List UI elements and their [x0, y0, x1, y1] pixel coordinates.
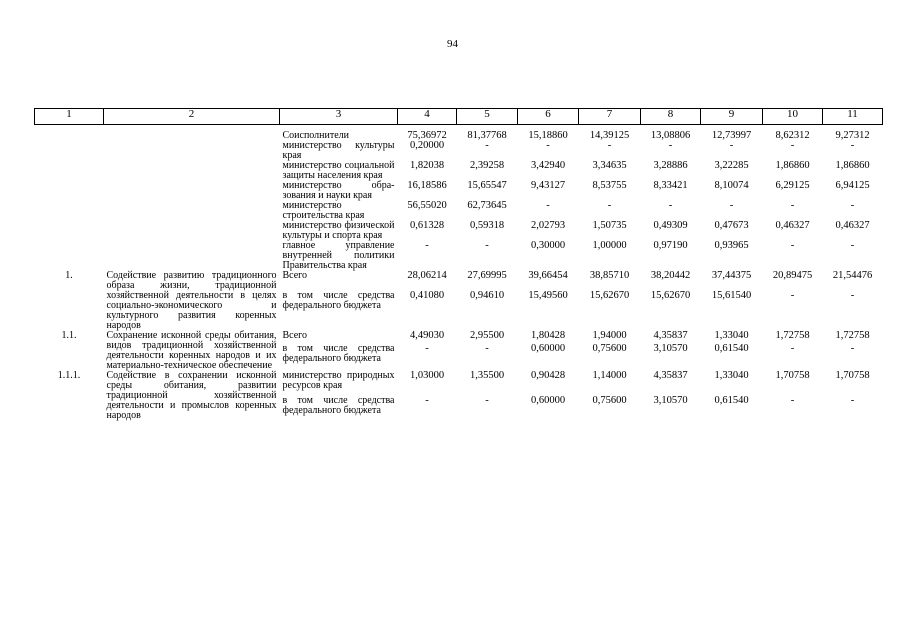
group-line-executor: в том числе средства федерального бюджета	[282, 290, 395, 311]
value-cell: 1,03000	[409, 370, 445, 381]
table-body	[35, 109, 883, 422]
row-executor: министерство культуры края	[282, 140, 395, 161]
value-cell: -	[850, 240, 855, 251]
table-row	[35, 221, 883, 241]
value-cell: -	[607, 200, 612, 211]
row-code	[35, 161, 104, 181]
value-cell: 1,14000	[592, 370, 627, 381]
value-cell: 1,94000	[592, 330, 627, 341]
row-executor: Соисполнители	[282, 130, 350, 141]
value-cell: 3,28886	[653, 160, 688, 171]
table-row	[35, 241, 883, 271]
value-cell: 1,86860	[835, 160, 870, 171]
value-cell: 15,49560	[528, 290, 568, 301]
row-name	[104, 221, 280, 241]
value-cell: 1,00000	[592, 240, 627, 251]
value-cell: 0,97190	[653, 240, 688, 251]
table-row	[35, 331, 883, 344]
row-name	[104, 125, 280, 142]
value-cell: 38,85710	[589, 270, 630, 281]
group-name: Содействие развитию традиционного образа жизни, традиционной хозяйственной деятельности в целях социально-экономического и культурного развития коренных народов	[106, 270, 277, 331]
group-line-executor: Всего	[282, 270, 308, 281]
value-cell: -	[607, 140, 612, 151]
value-cell: 8,62312	[775, 130, 810, 141]
value-cell: 0,93965	[714, 240, 749, 251]
value-cell: -	[425, 343, 429, 355]
value-cell: 0,75600	[592, 395, 627, 406]
value-cell: 0,46327	[775, 220, 810, 231]
row-executor: главное управление внутренней политики Правительства края	[282, 240, 395, 271]
value-cell: 9,27312	[835, 130, 870, 141]
value-cell: 1,33040	[714, 330, 749, 341]
row-name	[104, 161, 280, 181]
value-cell: 8,10074	[714, 180, 749, 191]
value-cell: 0,94610	[469, 290, 505, 301]
value-cell: 75,36972	[407, 130, 447, 141]
value-cell: 81,37768	[467, 130, 507, 141]
column-number: 3	[280, 109, 398, 125]
column-number: 11	[823, 109, 883, 125]
group-code: 1.1.1.	[57, 370, 81, 381]
row-name	[104, 201, 280, 221]
page-number: 94	[447, 38, 458, 50]
value-cell: -	[485, 395, 489, 406]
value-cell: 8,33421	[653, 180, 688, 191]
value-cell: 1,33040	[714, 370, 749, 381]
value-cell: 0,47673	[714, 220, 749, 231]
value-cell: 0,41080	[409, 290, 445, 301]
value-cell: 15,18860	[528, 130, 568, 141]
group-name: Сохранение исконной среды обитания, видов традиционной хозяйственной деятельности коренных народов и их материально-техническое обеспечение	[106, 330, 277, 371]
value-cell: -	[850, 140, 855, 151]
value-cell: 2,95500	[469, 330, 505, 341]
row-code	[35, 181, 104, 201]
value-cell: 3,10570	[653, 343, 688, 355]
value-cell: 0,30000	[530, 240, 566, 251]
value-cell: -	[790, 200, 795, 211]
group-code: 1.	[65, 270, 73, 281]
value-cell: 3,42940	[530, 160, 566, 171]
column-number: 4	[398, 109, 457, 125]
table-row	[35, 125, 883, 142]
value-cell: -	[790, 343, 795, 355]
value-cell: 0,75600	[592, 343, 627, 355]
value-cell: -	[790, 290, 795, 301]
value-cell: 15,62670	[589, 290, 630, 301]
value-cell: 0,61540	[714, 395, 749, 406]
value-cell: 15,61540	[711, 290, 752, 301]
value-cell: 1,50735	[592, 220, 627, 231]
column-number: 6	[518, 109, 579, 125]
value-cell: 2,02793	[530, 220, 566, 231]
value-cell: -	[729, 200, 734, 211]
group-name: Содействие в сохранении исконной среды обитания, развитии традиционной хозяйственной деятельности и промыслов коренных народов	[106, 370, 277, 421]
column-number: 8	[641, 109, 701, 125]
column-number: 5	[457, 109, 518, 125]
value-cell: 4,49030	[409, 330, 445, 341]
column-number: 1	[35, 109, 104, 125]
value-cell: 37,44375	[711, 270, 752, 281]
value-cell: -	[850, 395, 855, 406]
column-number: 10	[763, 109, 823, 125]
group-line-executor: министерство природных ресурсов края	[282, 370, 395, 391]
column-number: 7	[579, 109, 641, 125]
row-code	[35, 201, 104, 221]
row-name	[104, 181, 280, 201]
value-cell: 56,55020	[407, 200, 447, 211]
value-cell: 2,39258	[469, 160, 505, 171]
value-cell: 9,43127	[530, 180, 566, 191]
value-cell: 1,70758	[835, 370, 870, 381]
value-cell: -	[790, 395, 795, 406]
value-cell: 28,06214	[407, 270, 447, 281]
value-cell: 13,08806	[650, 130, 691, 141]
value-cell: -	[729, 140, 734, 151]
value-cell: -	[546, 140, 550, 151]
value-cell: -	[790, 140, 795, 151]
value-cell: 0,20000	[409, 140, 445, 151]
value-cell: 1,80428	[530, 330, 566, 341]
value-cell: 15,65547	[467, 180, 507, 191]
value-cell: -	[485, 240, 489, 251]
value-cell: 6,94125	[835, 180, 870, 191]
value-cell: 8,53755	[592, 180, 627, 191]
value-cell: 1,72758	[775, 330, 810, 341]
row-executor: министерство физической культуры и спорта края	[282, 220, 395, 241]
column-number-row	[35, 109, 883, 125]
value-cell: -	[790, 240, 795, 251]
value-cell: 16,18586	[407, 180, 447, 191]
row-name	[104, 141, 280, 161]
value-cell: 1,35500	[469, 370, 505, 381]
table-row	[35, 271, 883, 291]
value-cell: 27,69995	[467, 270, 507, 281]
value-cell: 0,49309	[653, 220, 688, 231]
row-code	[35, 125, 104, 142]
row-executor: министерство образования и науки края	[282, 180, 395, 201]
value-cell: 1,82038	[409, 160, 445, 171]
table-row	[35, 161, 883, 181]
row-code	[35, 241, 104, 271]
row-executor: министерство социальной защиты населения края	[282, 160, 395, 181]
value-cell: -	[425, 240, 429, 251]
value-cell: 1,70758	[775, 370, 810, 381]
table-row	[35, 181, 883, 201]
value-cell: 12,73997	[711, 130, 752, 141]
value-cell: -	[850, 343, 855, 355]
group-line-executor: в том числе средства федерального бюджета	[282, 343, 395, 365]
table-row	[35, 141, 883, 161]
row-code	[35, 221, 104, 241]
value-cell: 39,66454	[528, 270, 568, 281]
value-cell: 20,89475	[772, 270, 813, 281]
value-cell: -	[850, 200, 855, 211]
value-cell: 14,39125	[589, 130, 630, 141]
value-cell: 1,86860	[775, 160, 810, 171]
column-number: 2	[104, 109, 280, 125]
value-cell: 0,46327	[835, 220, 870, 231]
group-code: 1.1.	[61, 330, 77, 341]
value-cell: -	[668, 140, 673, 151]
value-cell: 62,73645	[467, 200, 507, 211]
value-cell: 1,72758	[835, 330, 870, 341]
value-cell: -	[668, 200, 673, 211]
row-name	[104, 241, 280, 271]
column-number: 9	[701, 109, 763, 125]
value-cell: -	[850, 290, 855, 301]
value-cell: 4,35837	[653, 370, 688, 381]
value-cell: 3,22285	[714, 160, 749, 171]
value-cell: 15,62670	[650, 290, 691, 301]
value-cell: 0,60000	[530, 343, 566, 355]
value-cell: 0,59318	[469, 220, 505, 231]
value-cell: -	[425, 395, 429, 406]
value-cell: 3,10570	[653, 395, 688, 406]
group-line-executor: Всего	[282, 330, 308, 341]
value-cell: -	[485, 343, 489, 355]
row-executor: министерство строительства края	[282, 200, 365, 221]
value-cell: 38,20442	[650, 270, 691, 281]
table-row	[35, 371, 883, 396]
table-row	[35, 201, 883, 221]
value-cell: 4,35837	[653, 330, 688, 341]
value-cell: 0,61540	[714, 343, 749, 355]
value-cell: 6,29125	[775, 180, 810, 191]
row-code	[35, 141, 104, 161]
value-cell: -	[485, 140, 489, 151]
group-line-executor: в том числе средства федерального бюджета	[282, 395, 395, 416]
value-cell: 0,60000	[530, 395, 566, 406]
value-cell: -	[546, 200, 550, 211]
value-cell: 21,54476	[832, 270, 873, 281]
budget-table	[34, 108, 883, 421]
value-cell: 0,61328	[409, 220, 445, 231]
value-cell: 3,34635	[592, 160, 627, 171]
value-cell: 0,90428	[530, 370, 566, 381]
